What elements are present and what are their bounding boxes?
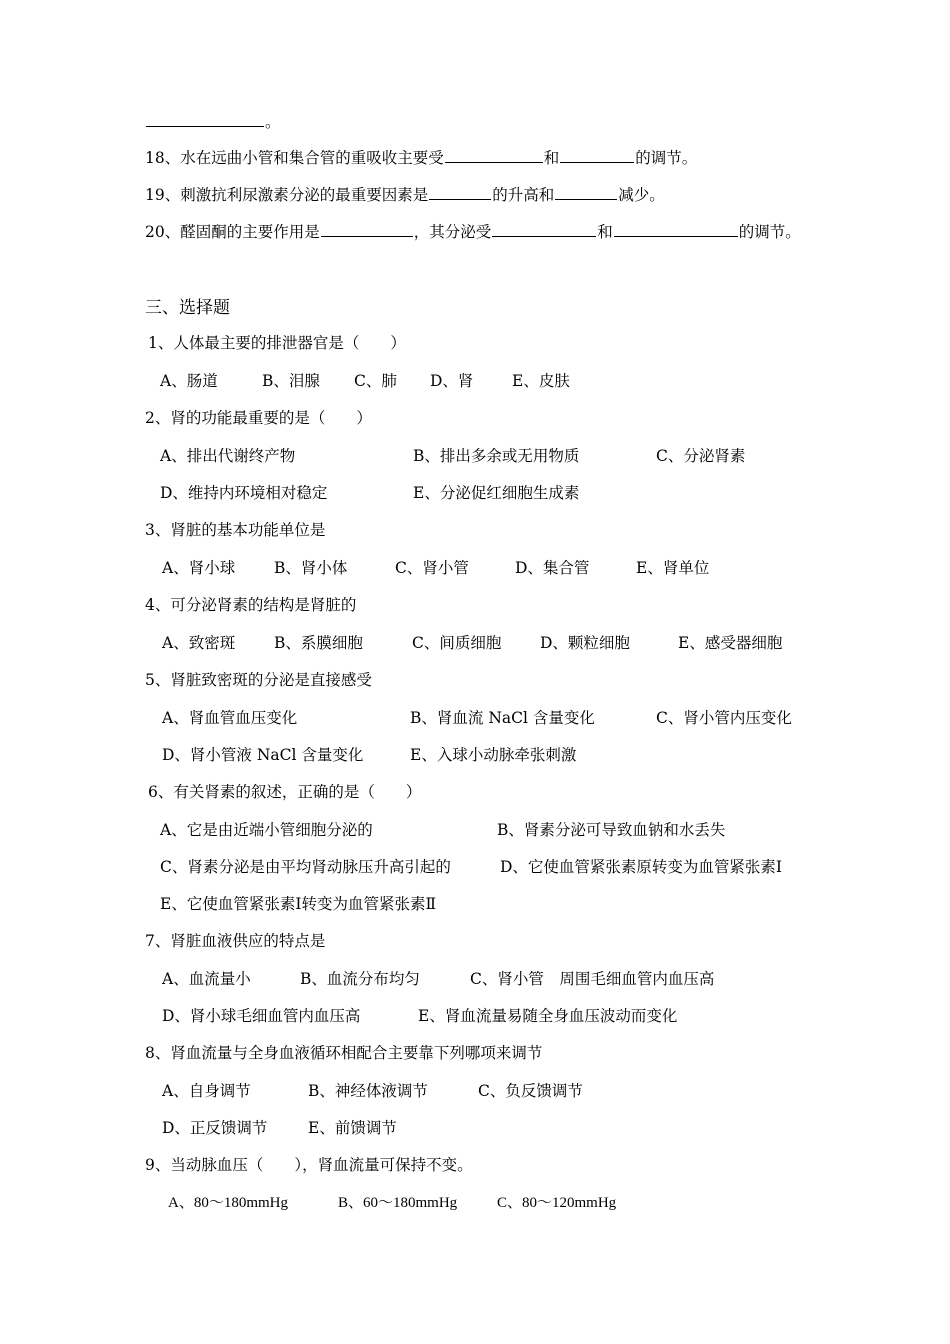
question-5-stem: 5、肾脏致密斑的分泌是直接感受 [145, 671, 372, 689]
answer-blank [614, 222, 738, 237]
option-b: B、肾小体 [274, 559, 348, 577]
question-18 [145, 148, 697, 168]
option-c: C、肾小管 周围毛细血管内血压高 [470, 970, 715, 988]
option-c: C、肾素分泌是由平均肾动脉压升高引起的 [160, 858, 451, 876]
option-a: A、肠道 [160, 372, 218, 390]
option-d: D、肾 [430, 372, 474, 390]
question-6-stem: 6、有关肾素的叙述，正确的是（ ） [148, 783, 422, 801]
option-a: A、排出代谢终产物 [160, 447, 296, 465]
option-c: C、分泌肾素 [656, 447, 746, 465]
question-text: 刺激抗利尿激素分泌的最重要因素是 [180, 186, 429, 204]
option-e: E、它使血管紧张素Ⅰ转变为血管紧张素Ⅱ [160, 895, 436, 913]
question-9-stem: 9、当动脉血压（ ），肾血流量可保持不变。 [145, 1156, 473, 1174]
question-text: 的调节。 [635, 149, 698, 167]
question-19 [145, 185, 665, 205]
option-b: B、神经体液调节 [308, 1082, 428, 1100]
question-text: 和 [543, 149, 560, 167]
option-b: B、肾素分泌可导致血钠和水丢失 [497, 821, 726, 839]
option-e: E、分泌促红细胞生成素 [413, 484, 580, 502]
option-d: D、肾小管液 NaCl 含量变化 [162, 746, 364, 764]
option-e: E、肾单位 [636, 559, 710, 577]
option-d: D、维持内环境相对稳定 [160, 484, 328, 502]
option-e: E、入球小动脉牵张刺激 [410, 746, 577, 764]
option-b: B、系膜细胞 [274, 634, 363, 652]
question-7-stem: 7、肾脏血液供应的特点是 [145, 932, 326, 950]
question-text: 的调节。 [738, 223, 801, 241]
option-d: D、颗粒细胞 [540, 634, 630, 652]
question-text: 和 [597, 223, 613, 241]
option-c: C、肾小管内压变化 [656, 709, 792, 727]
answer-blank [555, 185, 617, 200]
question-text: 减少。 [618, 186, 665, 204]
option-a: A、它是由近端小管细胞分泌的 [160, 821, 373, 839]
option-c: C、肺 [354, 372, 397, 390]
option-b: B、血流分布均匀 [300, 970, 420, 988]
question-8-stem: 8、肾血流量与全身血液循环相配合主要靠下列哪项来调节 [145, 1044, 543, 1062]
answer-blank [429, 185, 491, 200]
option-c: C、负反馈调节 [478, 1082, 583, 1100]
option-c: C、间质细胞 [412, 634, 502, 652]
option-a: A、自身调节 [162, 1082, 251, 1100]
answer-blank [321, 222, 413, 237]
option-d: D、它使血管紧张素原转变为血管紧张素Ⅰ [500, 858, 783, 876]
option-c: C、80～120mmHg [497, 1195, 617, 1211]
section-heading: 三、选择题 [145, 298, 230, 318]
option-e: E、前馈调节 [308, 1119, 397, 1137]
option-a: A、肾血管血压变化 [162, 709, 298, 727]
question-text: ，其分泌受 [413, 223, 492, 241]
question-3-stem: 3、肾脏的基本功能单位是 [145, 521, 326, 539]
question-number: 20、 [145, 223, 181, 241]
answer-blank [492, 222, 596, 237]
question-1-stem: 1、人体最主要的排泄器官是（ ） [148, 334, 406, 352]
option-d: D、集合管 [515, 559, 590, 577]
continuation-tail: 。 [265, 113, 281, 131]
option-c: C、肾小管 [395, 559, 469, 577]
question-text: 的升高和 [492, 186, 555, 204]
answer-blank [146, 112, 264, 127]
answer-blank [560, 148, 634, 163]
question-20 [145, 222, 801, 242]
option-a: A、80～180mmHg [168, 1195, 289, 1211]
option-e: E、肾血流量易随全身血压波动而变化 [418, 1007, 678, 1025]
option-a: A、血流量小 [162, 970, 251, 988]
continuation-line [145, 112, 281, 132]
question-text: 水在远曲小管和集合管的重吸收主要受 [180, 149, 444, 167]
question-4-stem: 4、可分泌肾素的结构是肾脏的 [145, 596, 357, 614]
question-number: 18、 [145, 149, 181, 167]
option-e: E、感受器细胞 [678, 634, 783, 652]
option-b: B、肾血流 NaCl 含量变化 [410, 709, 595, 727]
option-d: D、肾小球毛细血管内血压高 [162, 1007, 361, 1025]
question-number: 19、 [145, 186, 181, 204]
option-a: A、致密斑 [162, 634, 236, 652]
answer-blank [445, 148, 543, 163]
question-text: 醛固酮的主要作用是 [180, 223, 320, 241]
option-a: A、肾小球 [162, 559, 236, 577]
question-2-stem: 2、肾的功能最重要的是（ ） [145, 409, 372, 427]
option-b: B、60～180mmHg [338, 1195, 458, 1211]
option-e: E、皮肤 [512, 372, 570, 390]
option-b: B、排出多余或无用物质 [413, 447, 580, 465]
option-b: B、泪腺 [262, 372, 320, 390]
option-d: D、正反馈调节 [162, 1119, 268, 1137]
